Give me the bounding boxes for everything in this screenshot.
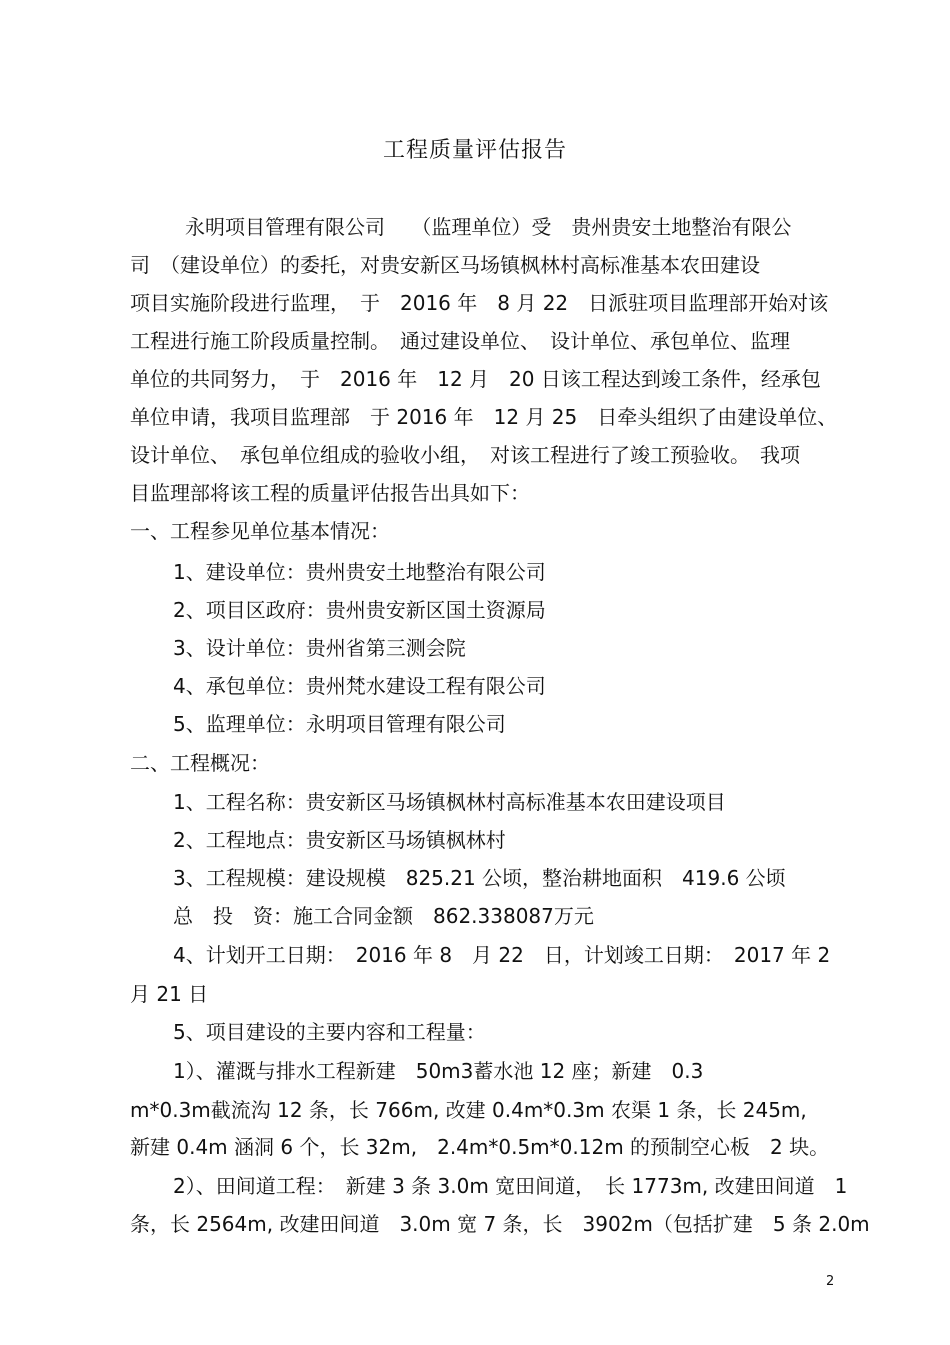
section-heading: 一、工程参见单位基本情况：: [130, 519, 390, 543]
paragraph-line: 单位申请，我项目监理部 于 2016 年 12 月 25 日牵头组织了由建设单位、: [130, 405, 838, 429]
paragraph-line: 月 21 日: [130, 982, 209, 1006]
paragraph-line: 设计单位、 承包单位组成的验收小组， 对该工程进行了竣工预验收。 我项: [130, 443, 800, 467]
list-item: 5、项目建设的主要内容和工程量：: [173, 1020, 486, 1044]
paragraph-line: 工程进行施工阶段质量控制。 通过建设单位、 设计单位、承包单位、监理: [130, 329, 790, 353]
list-item: 1、工程名称：贵安新区马场镇枫林村高标准基本农田建设项目: [173, 790, 726, 814]
paragraph-line: m*0.3m截流沟 12 条，长 766m, 改建 0.4m*0.3m 农渠 1 条，长 245m,: [130, 1098, 807, 1122]
paragraph-line: 司 （建设单位）的委托，对贵安新区马场镇枫林村高标准基本农田建设: [130, 253, 760, 277]
paragraph-line: 项目实施阶段进行监理， 于 2016 年 8 月 22 日派驻项目监理部开始对该: [130, 291, 829, 315]
list-item: 2、项目区政府：贵州贵安新区国土资源局: [173, 598, 546, 622]
section-heading: 二、工程概况：: [130, 751, 270, 775]
list-item: 3、工程规模：建设规模 825.21 公顷，整治耕地面积 419.6 公顷: [173, 866, 786, 890]
document-title: 工程质量评估报告: [382, 138, 567, 163]
list-item: 2、工程地点：贵安新区马场镇枫林村: [173, 828, 506, 852]
list-item: 总 投 资：施工合同金额 862.338087万元: [173, 904, 594, 928]
paragraph-line: 条，长 2564m, 改建田间道 3.0m 宽 7 条，长 3902m（包括扩建 5 条 2.0m: [130, 1212, 870, 1236]
list-item: 4、承包单位：贵州梵水建设工程有限公司: [173, 674, 546, 698]
list-item: 1、建设单位：贵州贵安土地整治有限公司: [173, 560, 546, 584]
list-item: 3、设计单位：贵州省第三测会院: [173, 636, 466, 660]
page-number: 2: [826, 1274, 835, 1289]
list-item: 2）、田间道工程： 新建 3 条 3.0m 宽田间道， 长 1773m, 改建田间道 1: [173, 1174, 848, 1198]
paragraph-line: 新建 0.4m 涵洞 6 个，长 32m, 2.4m*0.5m*0.12m 的预制空心板 2 块。: [130, 1135, 830, 1159]
paragraph-line: 单位的共同努力， 于 2016 年 12 月 20 日该工程达到竣工条件，经承包: [130, 367, 821, 391]
list-item: 1）、灌溉与排水工程新建 50m3蓄水池 12 座；新建 0.3: [173, 1059, 704, 1083]
paragraph-line: 永明项目管理有限公司 （监理单位）受 贵州贵安土地整治有限公: [185, 215, 792, 239]
list-item: 5、监理单位：永明项目管理有限公司: [173, 712, 506, 736]
paragraph-line: 目监理部将该工程的质量评估报告出具如下：: [130, 481, 530, 505]
list-item: 4、计划开工日期： 2016 年 8 月 22 日，计划竣工日期： 2017 年 2: [173, 943, 831, 967]
